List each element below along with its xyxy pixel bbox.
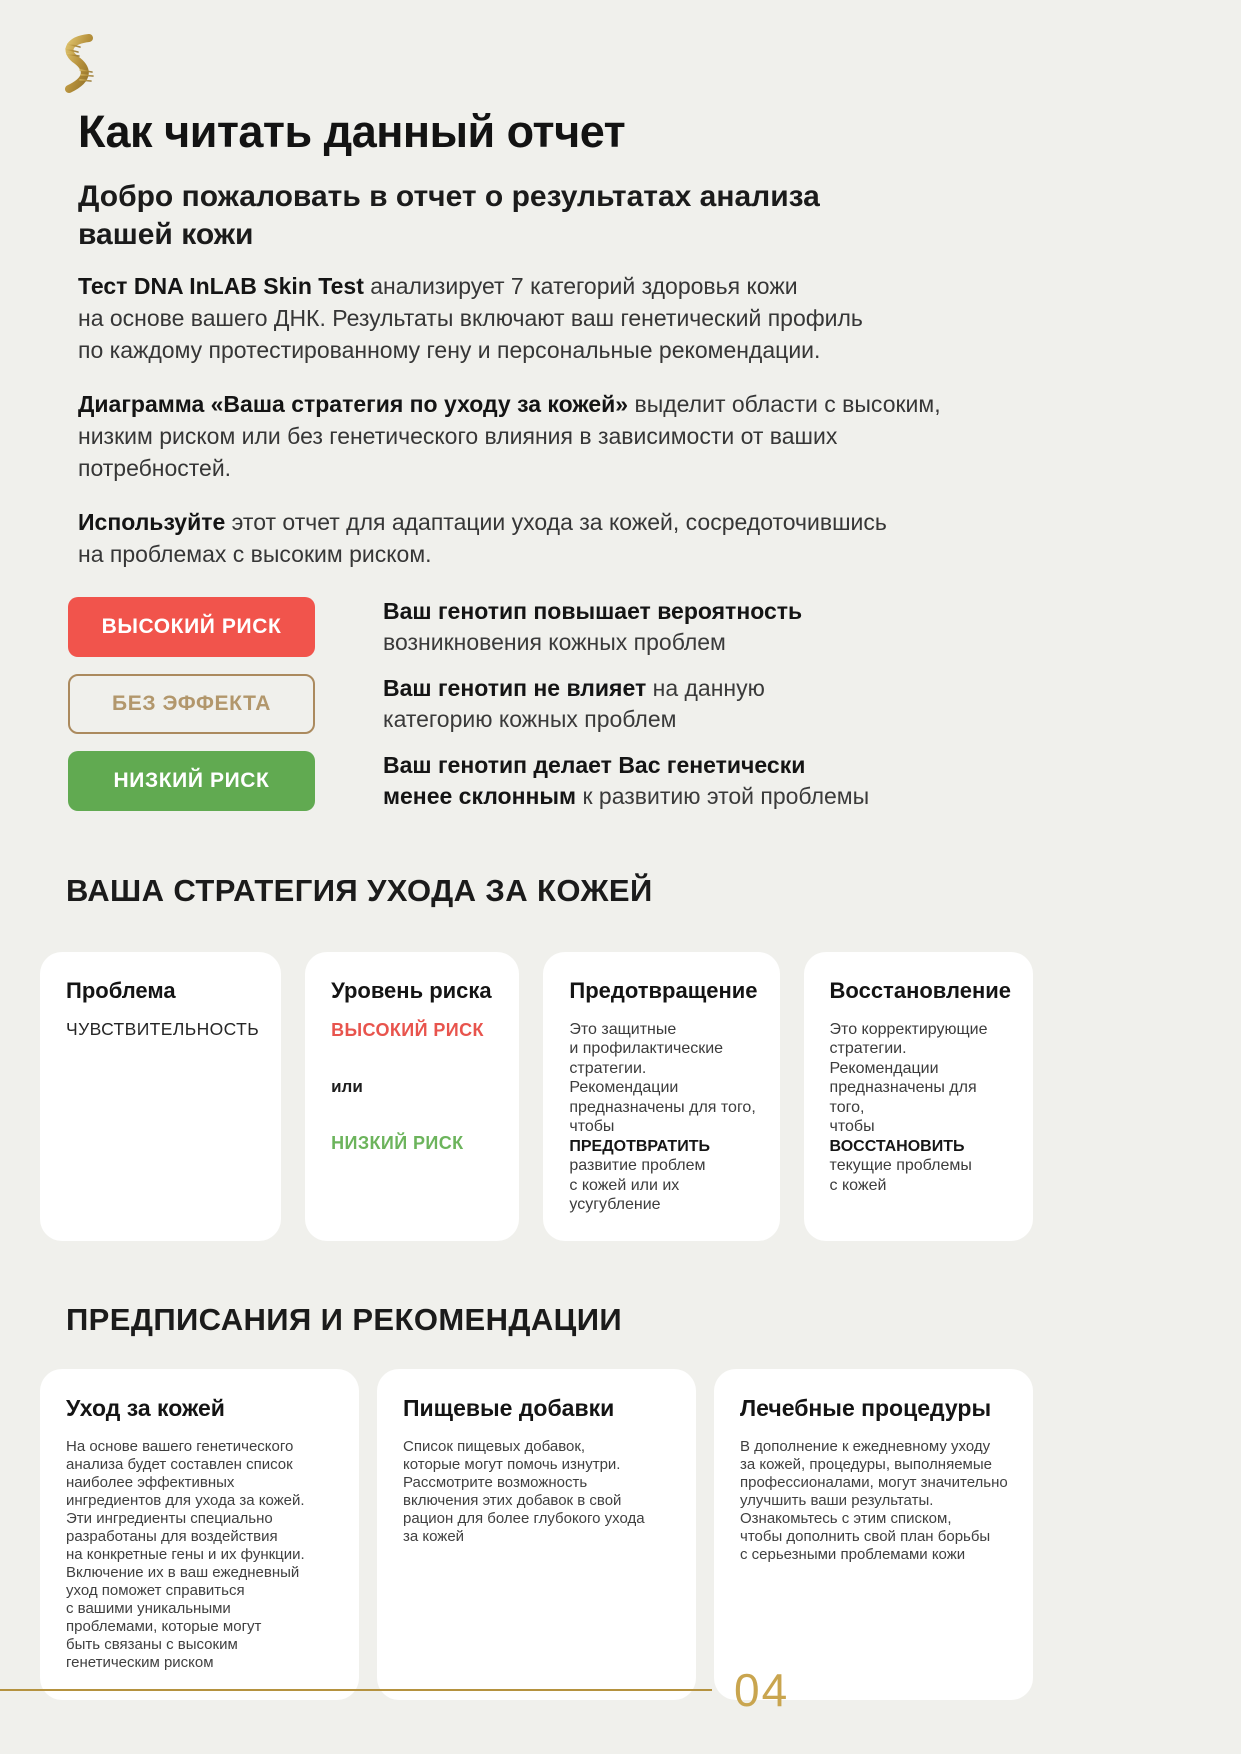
problem-value: ЧУВСТВИТЕЛЬНОСТЬ bbox=[66, 1018, 260, 1039]
legend-row-low-risk bbox=[68, 750, 1241, 812]
strategy-section-heading: ВАША СТРАТЕГИЯ УХОДА ЗА КОЖЕЙ bbox=[66, 872, 653, 908]
prescriptions-section-heading: ПРЕДПИСАНИЯ И РЕКОМЕНДАЦИИ bbox=[66, 1301, 623, 1337]
risk-legend bbox=[68, 596, 1241, 812]
restoration-description: Это корректирующие стратегии. Рекомендации предназначены для того, чтобы ВОССТАНОВИТЬ текущие проблемы с кожей bbox=[829, 1020, 988, 1194]
prescription-card-skincare bbox=[40, 1369, 359, 1700]
footer-divider-line bbox=[0, 1689, 712, 1691]
intro-paragraph-use: Используйте этот отчет для адаптации ухода за кожей, сосредоточившись на проблемах с высоким риском. bbox=[78, 508, 887, 567]
no-effect-badge: БЕЗ ЭФФЕКТА bbox=[68, 674, 315, 734]
high-risk-description: Ваш генотип повышает вероятность возникновения кожных проблем bbox=[383, 597, 803, 655]
strategy-card-risk-level bbox=[305, 952, 519, 1241]
risk-or-label: или bbox=[331, 1076, 363, 1096]
card-title: Лечебные процедуры bbox=[740, 1394, 992, 1421]
card-title: Предотвращение bbox=[569, 977, 758, 1003]
low-risk-description: Ваш генотип делает Вас генетически менее склонным к развитию этой проблемы bbox=[383, 751, 870, 809]
prescription-card-supplements bbox=[377, 1369, 696, 1700]
prescription-cards bbox=[40, 1369, 1033, 1700]
high-risk-level-label: ВЫСОКИЙ РИСК bbox=[331, 1019, 484, 1040]
prescription-card-treatments bbox=[714, 1369, 1033, 1700]
high-risk-badge: ВЫСОКИЙ РИСК bbox=[68, 597, 315, 657]
strategy-card-restoration bbox=[804, 952, 1033, 1241]
intro-section bbox=[78, 270, 1038, 570]
dna-helix-logo-icon bbox=[56, 34, 102, 94]
low-risk-badge: НИЗКИЙ РИСК bbox=[68, 751, 315, 811]
card-title: Проблема bbox=[66, 977, 176, 1003]
intro-paragraph-test: Тест DNA InLAB Skin Test анализирует 7 категорий здоровья кожи на основе вашего ДНК. Результаты включают ваш генетический профиль по каждому протестированному гену и персональные рекомендации. bbox=[78, 272, 863, 363]
intro-paragraph-diagram: Диаграмма «Ваша стратегия по уходу за кожей» выделит области с высоким, низким риском или без генетического влияния в зависимости от ваших потребностей. bbox=[78, 390, 941, 481]
no-effect-description: Ваш генотип не влияет на данную категорию кожных проблем bbox=[383, 674, 765, 732]
legend-row-no-effect bbox=[68, 673, 1241, 735]
prevention-description: Это защитные и профилактические стратегии. Рекомендации предназначены для того, чтобы ПРЕДОТВРАТИТЬ развитие проблем с кожей или их усугубление bbox=[569, 1020, 756, 1214]
strategy-cards bbox=[40, 952, 1033, 1241]
card-title: Уход за кожей bbox=[66, 1394, 225, 1421]
page-subtitle: Добро пожаловать в отчет о результатах анализа вашей кожи bbox=[78, 179, 820, 251]
card-title: Уровень риска bbox=[331, 977, 492, 1003]
page-number: 04 bbox=[734, 1664, 790, 1716]
low-risk-level-label: НИЗКИЙ РИСК bbox=[331, 1132, 464, 1153]
supplements-description: Список пищевых добавок, которые могут помочь изнутри. Рассмотрите возможность включения этих добавок в свой рацион для более глубокого ухода за кожей bbox=[403, 1437, 645, 1545]
strategy-card-prevention bbox=[543, 952, 779, 1241]
page-title: Как читать данный отчет bbox=[78, 106, 626, 157]
treatments-description: В дополнение к ежедневному уходу за кожей, процедуры, выполняемые профессионалами, могут значительно улучшить ваши результаты. Ознакомьтесь с этим списком, чтобы дополнить свой план борьбы с серьезными проблемами кожи bbox=[740, 1437, 1008, 1563]
legend-row-high-risk bbox=[68, 596, 1241, 658]
page-footer bbox=[0, 1664, 1241, 1716]
card-title: Восстановление bbox=[829, 977, 1011, 1003]
card-title: Пищевые добавки bbox=[403, 1394, 615, 1421]
skincare-description: На основе вашего генетического анализа будет составлен список наиболее эффективных ингредиентов для ухода за кожей. Эти ингредиенты специально разработаны для воздействия на конкретные гены и их функции. Включение их в ваш ежедневный уход поможет справиться с вашими уникальными проблемами, которые могут быть связаны с высоким генетическим риском bbox=[66, 1437, 305, 1671]
strategy-card-problem bbox=[40, 952, 281, 1241]
